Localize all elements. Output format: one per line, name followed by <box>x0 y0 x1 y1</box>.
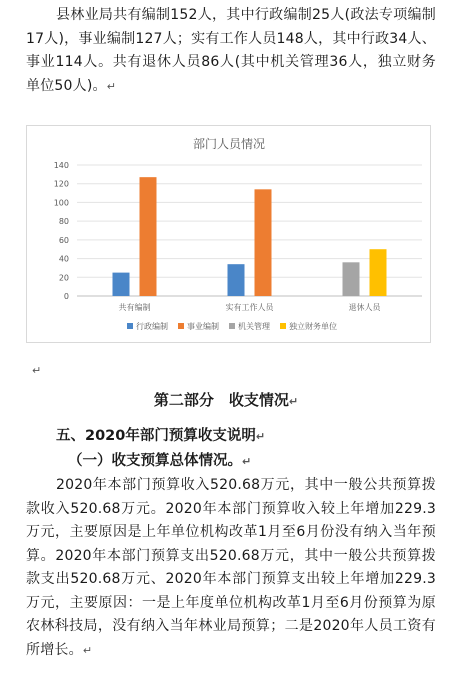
section-title <box>0 389 452 410</box>
heading-budget-section <box>56 424 265 445</box>
bar <box>228 264 245 296</box>
legend-label: 行政编制 <box>136 322 168 331</box>
heading-overview <box>68 449 251 470</box>
paragraph-mark: ↵ <box>242 455 252 468</box>
section-title-text: 第二部分 收支情况 <box>153 391 289 409</box>
paragraph-mark: ↵ <box>106 79 117 93</box>
y-tick-label: 40 <box>58 254 69 264</box>
staff-chart <box>26 125 431 343</box>
y-tick-label: 100 <box>53 198 69 208</box>
paragraph-mark: ↵ <box>255 430 266 443</box>
y-tick-label: 80 <box>58 217 69 227</box>
legend-swatch <box>229 323 235 329</box>
paragraph-mark: ↵ <box>82 643 93 657</box>
legend-swatch <box>178 323 184 329</box>
x-category-label: 实有工作人员 <box>225 303 274 312</box>
budget-text: 2020年本部门预算收入520.68万元，其中一般公共预算拨款收入520.68万元。2020年本部门预算收入较上年增加229.3万元，主要原因是上年单位机构改革1月至6月份没有纳入当年预算。2020年本部门预算支出520.68万元，其中一般公共预算拨款支出520.68万元、2020年本部门预算支出较上年增加229.3万元，主要原因：一是上年度单位机构改革1月至6月份预算为原农林科技局，没有纳入当年林业局预算；二是2020年人员工资有所增长。 <box>26 477 436 658</box>
y-tick-label: 20 <box>58 273 69 283</box>
legend-label: 事业编制 <box>187 322 219 331</box>
bar <box>140 177 157 296</box>
intro-paragraph <box>26 4 436 98</box>
legend-label: 机关管理 <box>238 322 270 331</box>
bar <box>370 249 387 296</box>
bar <box>343 262 360 296</box>
paragraph-mark: ↵ <box>288 395 299 408</box>
legend-swatch <box>127 323 133 329</box>
heading-budget-text: 五、2020年部门预算收支说明 <box>56 428 256 444</box>
legend-label: 独立财务单位 <box>289 322 337 331</box>
y-tick-label: 60 <box>58 235 69 245</box>
heading-overview-text: （一）收支预算总体情况。 <box>68 453 242 469</box>
y-tick-label: 0 <box>63 292 69 301</box>
bar <box>255 189 272 296</box>
chart-title: 部门人员情况 <box>192 137 266 151</box>
intro-text: 县林业局共有编制152人，其中行政编制25人(政法专项编制17人)，事业编制127人；实有工作人员148人，其中行政34人、事业114人。共有退休人员86人(其中机关管理36人，独立财务单位50人)。 <box>26 7 436 94</box>
paragraph-mark: ↵ <box>32 364 42 377</box>
budget-paragraph <box>26 474 436 662</box>
y-tick-label: 140 <box>53 161 69 170</box>
x-category-label: 退休人员 <box>348 303 381 312</box>
x-category-label: 共有编制 <box>118 303 151 312</box>
legend-swatch <box>280 323 286 329</box>
bar <box>113 273 130 296</box>
y-tick-label: 120 <box>53 179 69 189</box>
staff-bar-chart <box>27 126 432 344</box>
